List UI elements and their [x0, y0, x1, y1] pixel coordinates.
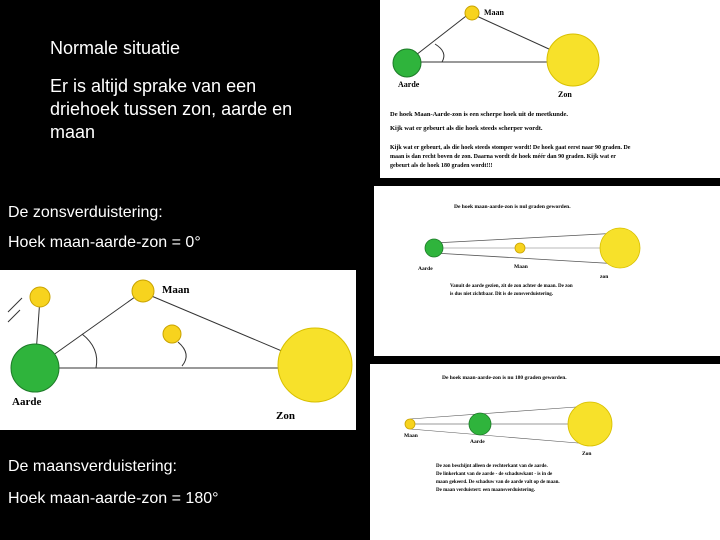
one-eighty-degrees-panel — [370, 364, 720, 540]
moon-icon-middle — [163, 325, 181, 343]
label-zon: Zon — [276, 410, 295, 422]
panel-title: De hoek maan-aarde-zon is nu 180 graden geworden. — [442, 375, 567, 381]
label-zon: zon — [600, 274, 609, 280]
label-maan: Maan — [484, 8, 504, 17]
label-zon: Zon — [582, 451, 592, 457]
label-maan: Maan — [404, 433, 418, 439]
caption-line-1: De zon beschijnt alleen de rechterkant van de aarde. — [436, 464, 548, 469]
label-maan: Maan — [162, 284, 190, 296]
intro-line-1: Er is altijd sprake van een — [50, 76, 257, 96]
zero-degrees-panel — [374, 186, 720, 356]
moon-icon — [465, 6, 479, 20]
orbit-diagram-panel — [0, 270, 356, 430]
label-aarde: Aarde — [418, 266, 433, 272]
lunar-eclipse-title: De maansverduistering: — [8, 458, 177, 475]
earth-icon — [11, 344, 59, 392]
moon-icon — [132, 280, 154, 302]
alignment-line-top — [434, 233, 620, 243]
caption-line-2: is dus niet zichtbaar. Dit is de zonsverduistering. — [450, 292, 554, 297]
caption-line-1: De hoek Maan-Aarde-zon is een scherpe hoek uit de meetkunde. — [390, 111, 569, 118]
earth-icon — [425, 239, 443, 257]
moon-path-tick-2 — [8, 310, 20, 322]
angle-arc — [435, 44, 444, 62]
label-aarde: Aarde — [12, 396, 42, 408]
caption-line-4: maan is dan recht boven de zon. Daarna wordt de hoek méér dan 90 graden. Kijk wat er — [390, 154, 616, 160]
caption-line-2: Kijk wat er gebeurt als die hoek steeds scherper wordt. — [390, 125, 543, 132]
sun-icon — [278, 328, 352, 402]
sun-icon — [600, 228, 640, 268]
solar-eclipse-angle: Hoek maan-aarde-zon = 0° — [8, 234, 201, 251]
moon-icon-left — [30, 287, 50, 307]
intro-line-3: maan — [50, 122, 96, 142]
shadow-line-top — [410, 406, 590, 419]
angle-arc-small — [178, 342, 186, 366]
moon-path-tick — [8, 298, 22, 312]
label-aarde: Aarde — [398, 80, 420, 89]
label-maan: Maan — [514, 264, 528, 270]
caption-line-4: De maan verduistert: een maansverduistering. — [436, 488, 536, 493]
alignment-line-bottom — [434, 253, 620, 264]
caption-line-1: Vanuit de aarde gezien, zit de zon achter de maan. De zon — [450, 284, 573, 289]
caption-line-3: Kijk wat er gebeurt, als die hoek steeds stomper wordt! De hoek gaat eerst naar 90 graden. De — [390, 145, 631, 151]
caption-line-5: gebeurt als de hoek 180 graden wordt!!! — [390, 163, 493, 169]
shadow-line-bottom — [410, 429, 590, 444]
label-aarde: Aarde — [470, 439, 485, 445]
normal-situation-panel — [380, 0, 720, 178]
lunar-eclipse-angle: Hoek maan-aarde-zon = 180° — [8, 490, 219, 507]
label-zon: Zon — [558, 90, 572, 99]
caption-line-2: De linkerkant van de aarde - de schaduwkant - is in de — [436, 472, 553, 477]
moon-icon — [515, 243, 525, 253]
earth-icon — [393, 49, 421, 77]
heading: Normale situatie — [50, 38, 181, 58]
solar-eclipse-title: De zonsverduistering: — [8, 204, 163, 221]
sun-icon — [547, 34, 599, 86]
earth-icon — [469, 413, 491, 435]
intro-line-2: driehoek tussen zon, aarde en — [50, 99, 293, 119]
caption-line-3: maan gekeerd. De schaduw van de aarde valt op de maan. — [436, 480, 560, 485]
moon-icon — [405, 419, 415, 429]
sun-icon — [568, 402, 612, 446]
angle-arc — [82, 334, 97, 368]
panel-title: De hoek maan-aarde-zon is nul graden geworden. — [454, 204, 571, 210]
